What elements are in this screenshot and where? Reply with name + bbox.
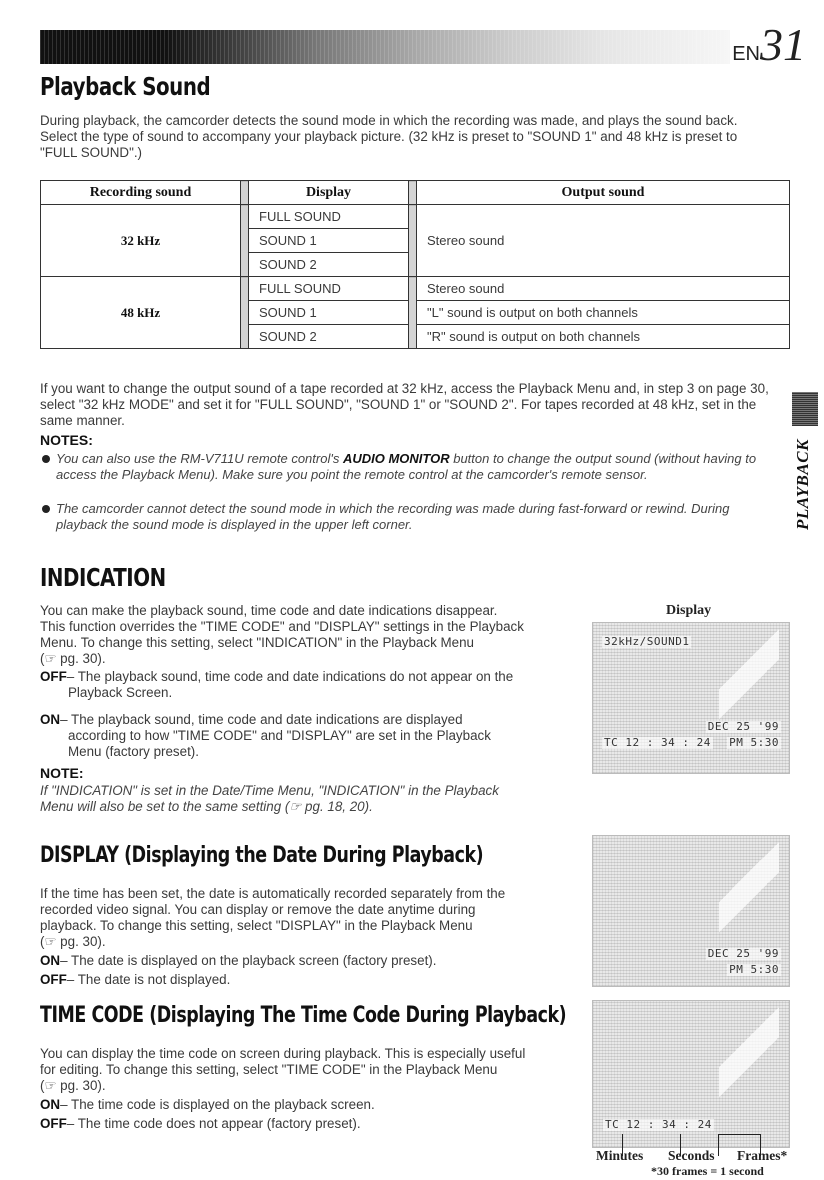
indication-off: OFF– The playback sound, time code and date indications do not appear on the (40, 669, 514, 684)
indication-off-cont: Playback Screen. (68, 685, 173, 700)
side-label-playback: PLAYBACK (793, 439, 812, 530)
indication-note-title: NOTE: (40, 765, 84, 781)
playback-sound-intro: During playback, the camcorder detects the sound mode in which the recording was made, and plays the sound back. Select the type of sound to accompany your playback picture. (32 kHz is preset to "SOUND 1" and 48 kHz is preset to "FULL SOUND".) (40, 113, 738, 160)
screen-time: PM 5:30 (729, 736, 779, 749)
frames-pointer (718, 1134, 719, 1156)
timecode-off: OFF– The time code does not appear (factory preset). (40, 1116, 361, 1131)
display-caption: Display (666, 603, 712, 618)
output-cell: "L" sound is output on both channels (417, 301, 790, 325)
indication-line: (☞ pg. 30). (40, 651, 106, 666)
rec-32khz: 32 kHz (41, 205, 241, 277)
timecode-on: ON– The time code is displayed on the playback screen. (40, 1097, 375, 1112)
indication-line: You can make the playback sound, time code and date indications disappear. (40, 603, 498, 618)
section-title-display: DISPLAY (Displaying the Date During Playback) (40, 843, 484, 868)
display-cell: SOUND 2 (249, 325, 409, 349)
screen-date: DEC 25 '99 (707, 720, 779, 733)
header-band (40, 30, 730, 64)
display-off: OFF– The date is not displayed. (40, 972, 231, 987)
display-cell: SOUND 1 (249, 301, 409, 325)
notes-title: NOTES: (40, 432, 93, 448)
bullet-icon (42, 455, 50, 463)
frames-pointer-h (718, 1134, 760, 1135)
indication-on-cont: Menu (factory preset). (68, 744, 199, 759)
caption-minutes: Minutes (596, 1148, 644, 1163)
output-cell: Stereo sound (417, 277, 790, 301)
note-sound-mode: The camcorder cannot detect the sound mode in which the recording was made during fast-forward or rewind. During playback the sound mode is displayed in the upper left corner. (40, 501, 770, 533)
caption-frames: Frames* (737, 1148, 788, 1163)
display-screen (592, 835, 790, 987)
screen-time: PM 5:30 (729, 963, 779, 976)
timecode-line: for editing. To change this setting, select "TIME CODE" in the Playback Menu (40, 1062, 498, 1077)
side-tab-marker (792, 392, 818, 426)
caption-seconds: Seconds (668, 1148, 715, 1163)
timecode-screen (592, 1000, 790, 1148)
indication-on: ON– The playback sound, time code and date indications are displayed (40, 712, 463, 727)
display-line: (☞ pg. 30). (40, 934, 106, 949)
screen-timecode: TC 12 : 34 : 24 (605, 1118, 712, 1131)
display-on: ON– The date is displayed on the playback screen (factory preset). (40, 953, 437, 968)
screen-sound-mode: 32kHz/SOUND1 (604, 635, 690, 648)
sound-mode-table (40, 180, 790, 349)
display-line: playback. To change this setting, select "DISPLAY" in the Playback Menu (40, 918, 473, 933)
header-recording-sound: Recording sound (41, 181, 241, 205)
table-row (41, 205, 790, 229)
display-cell: FULL SOUND (249, 205, 409, 229)
rec-48khz: 48 kHz (41, 277, 241, 349)
note-remote: You can also use the RM-V711U remote control's AUDIO MONITOR button to change the output sound (without having to access the Playback Menu). Make sure you point the remote control at the camcorder's remote sensor. (40, 451, 770, 483)
table-row (41, 277, 790, 301)
bullet-icon (42, 505, 50, 513)
playback-sound-after: If you want to change the output sound of a tape recorded at 32 kHz, access the Playback Menu and, in step 3 on page 30, select "32 kHz MODE" and set it for "FULL SOUND", "SOUND 1" or "SOUND 2". For tapes recorded at 48 kHz, set in the same manner. (40, 381, 769, 428)
section-title-time-code: TIME CODE (Displaying The Time Code During Playback) (40, 1003, 567, 1028)
display-line: If the time has been set, the date is automatically recorded separately from the (40, 886, 506, 901)
footnote: *30 frames = 1 second (651, 1164, 764, 1178)
output-cell: "R" sound is output on both channels (417, 325, 790, 349)
display-line: recorded video signal. You can display or remove the date anytime during (40, 902, 476, 917)
display-cell: SOUND 2 (249, 253, 409, 277)
display-cell: SOUND 1 (249, 229, 409, 253)
table-header-row (41, 181, 790, 205)
indication-line: This function overrides the "TIME CODE" and "DISPLAY" settings in the Playback (40, 619, 524, 634)
indication-note-line: If "INDICATION" is set in the Date/Time Menu, "INDICATION" in the Playback (40, 783, 499, 798)
timecode-line: (☞ pg. 30). (40, 1078, 106, 1093)
section-title-playback-sound: Playback Sound (40, 72, 211, 101)
indication-on-cont: according to how "TIME CODE" and "DISPLAY" are set in the Playback (68, 728, 491, 743)
header-display: Display (249, 181, 409, 205)
screen-timecode: TC 12 : 34 : 24 (604, 736, 711, 749)
section-title-indication: INDICATION (40, 563, 166, 592)
header-output-sound: Output sound (417, 181, 790, 205)
timecode-line: You can display the time code on screen during playback. This is especially useful (40, 1046, 526, 1061)
screen-date: DEC 25 '99 (707, 947, 779, 960)
indication-screen (592, 622, 790, 774)
audio-monitor-label: AUDIO MONITOR (342, 451, 450, 466)
page-number: EN31 (732, 19, 806, 70)
display-cell: FULL SOUND (249, 277, 409, 301)
output-cell: Stereo sound (417, 205, 790, 277)
indication-line: Menu. To change this setting, select "INDICATION" in the Playback Menu (40, 635, 474, 650)
indication-note-line: Menu will also be set to the same setting (☞ pg. 18, 20). (40, 799, 373, 814)
